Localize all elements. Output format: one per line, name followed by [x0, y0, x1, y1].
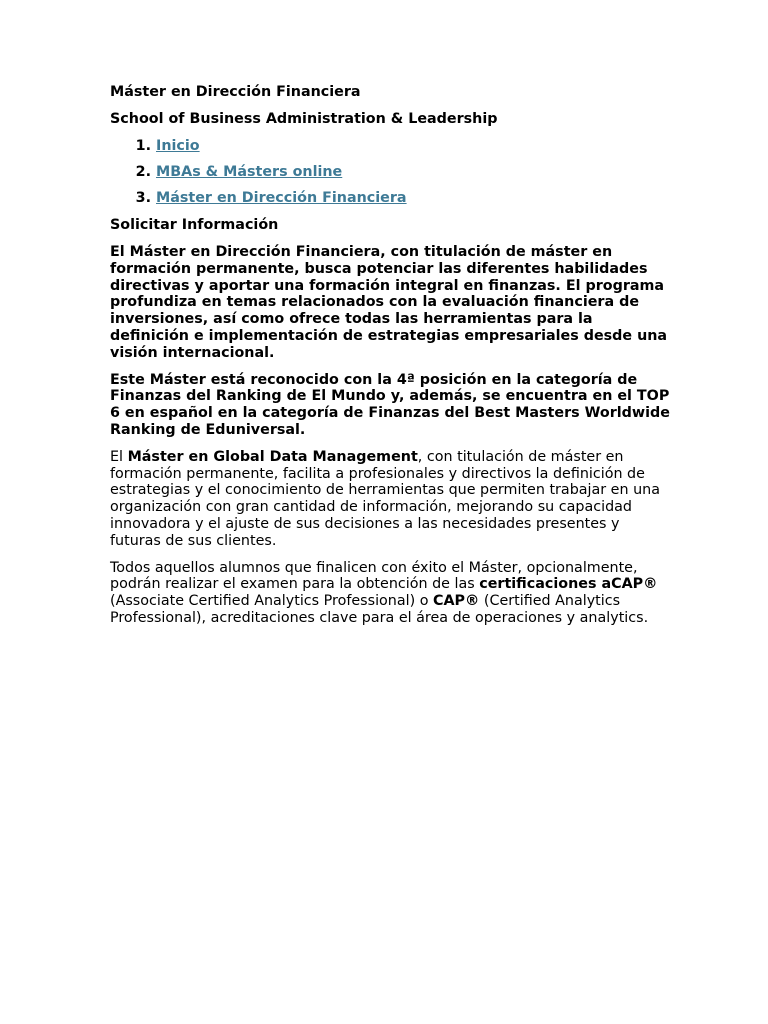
school-name: School of Business Administration & Leadership [110, 111, 498, 127]
global-data-paragraph [110, 449, 670, 550]
page-title: Máster en Dirección Financiera [110, 84, 361, 100]
breadcrumb-item [156, 138, 670, 155]
breadcrumb-item [156, 190, 670, 207]
breadcrumb-item [156, 164, 670, 181]
text-span: (Certified Analytics Professional), acreditaciones clave para el área de operaciones y analytics. [110, 593, 649, 626]
text-span: El [110, 448, 128, 465]
text-span: , con titulación de máster en formación permanente, facilita a profesionales y directivos la definición de estrategias y el conocimiento de herramientas que permiten trabajar en una organización con gran cantidad de información, mejorando su capacidad innovadora y el ajuste de sus decisiones a las necesidades presentes y futuras de sus clientes. [110, 448, 660, 549]
text-span: (Associate Certified Analytics Professional) o [110, 593, 433, 610]
program-name: Máster en Global Data Management [127, 448, 418, 465]
text-span: Todos aquellos alumnos que finalicen con éxito el Máster, opcionalmente, podrán realizar el examen para la obtención de las [110, 559, 638, 593]
certification-cap: CAP® [433, 593, 480, 610]
document-content [110, 84, 670, 637]
breadcrumb-link-master[interactable]: Máster en Dirección Financiera [156, 190, 407, 206]
certification-acap: certificaciones aCAP® [479, 576, 658, 593]
breadcrumb-link-inicio[interactable]: Inicio [156, 138, 200, 154]
certification-paragraph [110, 560, 670, 627]
breadcrumb [110, 138, 670, 207]
intro-paragraph: El Máster en Dirección Financiera, con titulación de máster en formación permanente, busca potenciar las diferentes habilidades directivas y aportar una formación integral en finanzas. El programa profundiza en temas relacionados con la evaluación financiera de inversiones, así como ofrece todas las herramientas para la definición e implementación de estrategias empresariales desde una visión internacional. [110, 244, 668, 361]
request-info-heading: Solicitar Información [110, 217, 279, 233]
breadcrumb-link-mbas[interactable]: MBAs & Másters online [156, 164, 343, 180]
ranking-paragraph: Este Máster está reconocido con la 4ª posición en la categoría de Finanzas del Ranking de El Mundo y, además, se encuentra en el TOP 6 en español en la categoría de Finanzas del Best Masters Worldwide Ranking de Eduniversal. [110, 371, 670, 438]
